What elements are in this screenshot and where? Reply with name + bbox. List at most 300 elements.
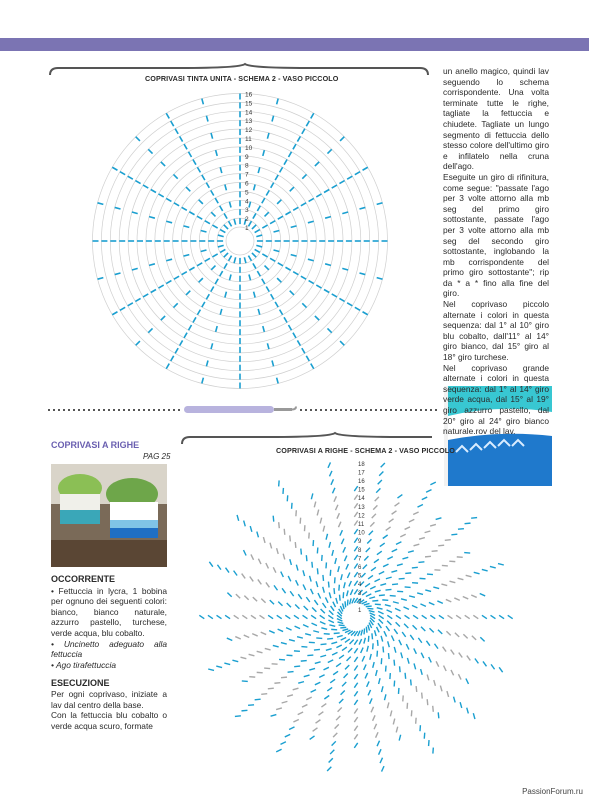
stitch-mark [458, 674, 461, 679]
stitch-mark [278, 216, 283, 219]
stitch-mark [293, 333, 296, 338]
stitch-mark [316, 720, 321, 723]
stitch-mark [354, 743, 357, 748]
stitch-mark [368, 575, 373, 578]
stitch-mark [323, 575, 324, 581]
stitch-mark [445, 540, 451, 541]
stitch-mark [342, 629, 348, 631]
stitch-mark [396, 615, 401, 618]
stitch-mark [280, 742, 285, 745]
stitch-mark [148, 328, 152, 332]
stitch-mark [421, 653, 424, 658]
stitch-mark [135, 181, 140, 184]
stitch-mark [448, 615, 453, 618]
stitch-mark [337, 513, 339, 518]
stitch-mark [220, 230, 225, 233]
stitch-mark [262, 279, 265, 284]
stitch-mark [348, 648, 352, 652]
stitch-mark [320, 655, 326, 657]
stitch-mark [371, 707, 373, 712]
round-label: 4 [358, 582, 362, 589]
stitch-mark [298, 682, 304, 684]
stitch-mark [429, 628, 433, 632]
stitch-mark [208, 669, 214, 670]
stitch-mark [175, 129, 178, 134]
stitch-mark [263, 150, 265, 156]
stitch-mark [392, 549, 397, 552]
stitch-mark [332, 294, 337, 297]
stitch-mark [376, 732, 378, 737]
stitch-mark [433, 587, 439, 588]
stitch-mark [224, 663, 230, 664]
stitch-mark [375, 590, 381, 592]
stitch-mark [342, 682, 346, 686]
stitch-mark [211, 212, 215, 216]
stitch-mark [419, 538, 425, 540]
esecuzione-paragraph: Per ogni coprivaso, iniziate a lav dal centro della base. [51, 688, 167, 710]
stitch-mark [342, 603, 344, 609]
stitch-mark [234, 219, 236, 225]
stitch-mark [282, 588, 285, 593]
stitch-mark [399, 735, 400, 741]
stitch-mark [277, 548, 279, 554]
stitch-mark [253, 597, 257, 601]
stitch-mark [366, 548, 370, 552]
stitch-mark [112, 312, 117, 315]
stitch-mark [379, 572, 384, 575]
stitch-mark [301, 549, 302, 555]
round-label: 3 [245, 207, 249, 215]
stitch-mark [297, 637, 303, 638]
stitch-mark [166, 221, 172, 223]
stitch-mark [262, 254, 267, 257]
stitch-mark [377, 608, 383, 609]
stitch-mark [440, 686, 442, 692]
stitch-mark [249, 654, 255, 655]
stitch-mark [471, 595, 476, 597]
stitch-mark [377, 203, 383, 205]
stitch-mark [402, 632, 405, 637]
stitch-mark [408, 551, 414, 553]
stitch-mark [303, 615, 308, 618]
stitch-mark [459, 653, 462, 658]
stitch-mark [354, 717, 357, 722]
stitch-mark [316, 194, 321, 197]
stitch-mark [340, 595, 341, 601]
stitch-mark [312, 623, 317, 625]
stitch-mark [206, 360, 208, 366]
chart2-title: COPRIVASI A RIGHE - SCHEMA 2 - VASO PICCOLO [276, 446, 455, 455]
stitch-mark [229, 202, 231, 208]
stitch-mark [446, 631, 450, 635]
stitch-mark [405, 527, 410, 530]
stitch-mark [296, 565, 298, 571]
stitch-mark [385, 589, 391, 590]
stitch-mark [467, 708, 469, 714]
stitch-mark [249, 202, 251, 208]
stitch-mark [480, 593, 485, 595]
stitch-mark [297, 136, 300, 141]
stitch-mark [418, 638, 421, 643]
stitch-mark [387, 702, 388, 708]
stitch-mark [441, 584, 447, 585]
stitch-mark [366, 606, 372, 607]
chart1-diagram [93, 92, 388, 389]
stitch-mark [302, 705, 307, 708]
stitch-mark [328, 615, 333, 618]
stitch-mark [197, 216, 202, 219]
stitch-mark [365, 673, 367, 678]
stitch-mark [202, 302, 205, 307]
stitch-mark [294, 615, 299, 618]
stitch-mark [227, 593, 231, 597]
stitch-mark [325, 597, 328, 602]
stitch-mark [421, 627, 425, 631]
round-label: 8 [245, 162, 249, 170]
stitch-mark [430, 615, 435, 618]
stitch-mark [426, 490, 431, 493]
stitch-mark [368, 690, 370, 695]
stitch-mark [166, 198, 171, 201]
stitch-mark [261, 632, 266, 634]
stitch-mark [112, 167, 117, 170]
stitch-mark [354, 657, 357, 662]
stitch-mark [366, 594, 371, 597]
stitch-mark [324, 190, 329, 193]
stitch-mark [450, 581, 456, 582]
stitch-mark [242, 574, 245, 579]
round-label: 14 [245, 109, 253, 117]
stitch-mark [339, 298, 344, 301]
stitch-mark [293, 207, 298, 210]
stitch-mark [374, 630, 376, 636]
stitch-mark [414, 663, 416, 669]
stitch-mark [385, 605, 391, 606]
stitch-mark [330, 750, 334, 754]
round-label: 3 [358, 590, 362, 597]
stitch-mark [310, 736, 315, 739]
stitch-mark [451, 670, 454, 675]
stitch-mark [281, 572, 284, 577]
stitch-mark [218, 245, 224, 247]
stitch-mark [322, 603, 325, 608]
stitch-mark [350, 589, 352, 594]
stitch-mark [266, 582, 269, 587]
stitch-mark [498, 564, 504, 565]
stitch-mark [429, 602, 434, 604]
stitch-mark [341, 638, 346, 641]
stitch-mark [206, 183, 209, 188]
stitch-mark [391, 635, 394, 640]
stitch-mark [216, 666, 222, 667]
stitch-mark [98, 203, 104, 205]
stitch-mark [173, 174, 177, 178]
stitch-mark [314, 502, 315, 508]
stitch-mark [202, 175, 205, 180]
stitch-mark [422, 693, 423, 699]
stitch-mark [363, 312, 368, 315]
right-text-column [443, 66, 549, 437]
stitch-mark [285, 734, 290, 737]
stitch-mark [325, 264, 331, 266]
stitch-mark [325, 217, 331, 219]
stitch-mark [379, 619, 383, 623]
stitch-mark [350, 640, 354, 644]
stitch-mark [275, 175, 278, 180]
round-label: 1 [245, 225, 249, 232]
stitch-mark [483, 661, 486, 666]
stitch-mark [401, 652, 403, 658]
stitch-mark [305, 634, 311, 635]
stitch-mark [244, 521, 246, 527]
stitch-mark [275, 302, 278, 307]
stitch-mark [465, 615, 470, 618]
stitch-mark [166, 113, 169, 118]
round-label: 9 [358, 539, 362, 546]
stitch-mark [174, 276, 179, 279]
stitch-mark [288, 576, 291, 581]
stitch-mark [426, 641, 429, 646]
stitch-mark [409, 519, 414, 522]
stitch-mark [293, 144, 296, 149]
stitch-mark [217, 565, 220, 570]
stitch-mark [224, 263, 227, 268]
round-label: 18 [358, 461, 365, 468]
stitch-mark [234, 257, 236, 263]
stitch-mark [278, 263, 283, 266]
stitch-mark [277, 200, 281, 204]
stitch-mark [394, 660, 395, 666]
round-label: 6 [358, 565, 362, 571]
stitch-mark [257, 206, 260, 211]
stitch-mark [266, 563, 269, 568]
stitch-mark [321, 704, 326, 707]
stitch-mark [388, 641, 390, 647]
stitch-mark [225, 615, 230, 618]
stitch-mark [414, 544, 420, 546]
round-label: 17 [358, 470, 365, 477]
round-label: 8 [358, 547, 362, 554]
stitch-mark [383, 646, 384, 652]
stitch-mark [284, 317, 287, 322]
stitch-mark [220, 167, 222, 173]
stitch-mark [390, 711, 391, 717]
stitch-mark [474, 572, 480, 573]
stitch-mark [286, 628, 291, 630]
stitch-mark [389, 519, 394, 522]
stitch-mark [376, 488, 380, 492]
stitch-mark [370, 522, 374, 526]
stitch-mark [338, 566, 339, 572]
stitch-mark [331, 642, 337, 644]
stitch-mark [364, 638, 365, 644]
stitch-mark [321, 628, 327, 629]
stitch-mark [395, 503, 400, 506]
stitch-mark [311, 493, 312, 499]
stitch-mark [274, 230, 280, 232]
stitch-mark [215, 279, 218, 284]
round-label: 15 [245, 100, 253, 108]
stitch-mark [359, 273, 365, 275]
stitch-mark [346, 564, 348, 569]
stitch-mark [220, 271, 223, 276]
stitch-mark [473, 615, 478, 618]
stitch-mark [182, 207, 187, 210]
stitch-mark [257, 532, 259, 538]
stitch-mark [337, 635, 343, 637]
stitch-mark [376, 670, 377, 676]
stitch-mark [311, 690, 316, 693]
stitch-mark [499, 667, 502, 672]
stitch-mark [301, 276, 306, 279]
watermark: PassionForum.ru [522, 787, 583, 796]
stitch-mark [329, 625, 335, 626]
stitch-mark [199, 200, 203, 204]
stitch-mark [430, 482, 435, 485]
stitch-mark [269, 631, 274, 633]
stitch-mark [321, 609, 325, 613]
stitch-mark [460, 702, 462, 708]
stitch-mark [438, 630, 442, 634]
stitch-mark [216, 326, 218, 332]
stitch-mark [345, 601, 346, 607]
stitch-mark [413, 615, 418, 618]
stitch-mark [332, 488, 334, 493]
stitch-mark [258, 309, 260, 315]
stitch-mark [276, 749, 281, 752]
stitch-mark [306, 555, 307, 561]
stitch-mark [306, 121, 309, 126]
stitch-mark [334, 633, 340, 634]
stitch-mark [331, 606, 334, 611]
stitch-mark [304, 675, 310, 677]
stitch-mark [425, 590, 431, 591]
stitch-mark [372, 514, 376, 518]
stitch-mark [281, 643, 287, 644]
stitch-mark [244, 635, 249, 637]
stitch-mark [338, 522, 340, 527]
stitch-mark [386, 527, 391, 530]
stitch-mark [161, 162, 165, 166]
stitch-mark [355, 172, 360, 175]
stitch-mark [349, 581, 351, 586]
stitch-mark [433, 706, 434, 712]
stitch-mark [217, 615, 222, 618]
stitch-mark [208, 615, 213, 618]
stitch-mark [273, 516, 274, 522]
stitch-mark [413, 512, 418, 515]
stitch-mark [211, 190, 214, 195]
stitch-mark [334, 496, 336, 501]
stitch-mark [268, 615, 273, 618]
materials-item: • Uncinetto adeguato alla fettuccia [51, 638, 167, 660]
stitch-mark [265, 648, 271, 649]
stitch-mark [266, 286, 269, 291]
round-label: 11 [358, 522, 365, 528]
stitch-mark [180, 340, 183, 345]
stitch-mark [226, 568, 229, 573]
stitch-mark [413, 625, 417, 629]
stitch-mark [174, 203, 179, 206]
stitch-mark [367, 681, 369, 686]
stitch-mark [427, 675, 429, 681]
stitch-mark [235, 637, 240, 639]
stitch-mark [373, 715, 375, 720]
stitch-mark [235, 716, 241, 717]
stitch-mark [340, 137, 344, 141]
stitch-mark [323, 587, 325, 593]
stitch-mark [303, 570, 305, 576]
stitch-mark [336, 663, 341, 666]
stitch-mark [370, 586, 375, 589]
stitch-mark [298, 594, 301, 599]
stitch-mark [432, 551, 438, 552]
stitch-mark [270, 543, 272, 549]
crochet-hook-icon [184, 406, 296, 413]
stitch-mark [309, 198, 314, 201]
stitch-mark [387, 615, 392, 618]
stitch-mark [320, 615, 325, 618]
stitch-mark [132, 212, 138, 214]
stitch-mark [405, 673, 406, 679]
stitch-mark [323, 667, 328, 670]
stitch-mark [326, 534, 327, 540]
stitch-mark [447, 691, 449, 697]
stitch-mark [422, 497, 427, 500]
stitch-mark [373, 662, 374, 668]
stitch-mark [186, 187, 190, 191]
stitch-mark [364, 556, 368, 560]
esecuzione-paragraph: Con la fettuccia blu cobalto o verde acqua scuro, formate [51, 710, 167, 731]
stitch-mark [302, 129, 305, 134]
stitch-mark [202, 99, 204, 105]
stitch-mark [409, 596, 415, 597]
stitch-mark [381, 463, 385, 467]
stitch-mark [319, 675, 324, 678]
stitch-mark [262, 198, 265, 203]
stitch-mark [347, 303, 352, 306]
stitch-mark [382, 686, 383, 692]
page-reference: PAG 25 [143, 452, 171, 461]
stitch-mark [244, 550, 247, 555]
stitch-mark [410, 635, 413, 640]
stitch-mark [258, 167, 260, 173]
stitch-mark [132, 268, 138, 270]
stitch-mark [290, 559, 292, 565]
round-label: 2 [358, 599, 362, 606]
stitch-mark [339, 655, 344, 658]
stitch-mark [347, 590, 348, 596]
round-label: 1 [358, 608, 362, 614]
stitch-mark [253, 263, 256, 268]
stitch-mark [379, 615, 384, 618]
stitch-mark [392, 511, 397, 514]
round-label: 6 [245, 180, 249, 188]
stitch-mark [465, 523, 471, 524]
stitch-mark [332, 652, 337, 655]
stitch-mark [128, 303, 133, 306]
stitch-mark [437, 601, 442, 603]
stitch-mark [323, 526, 324, 532]
stitch-mark [291, 255, 297, 257]
stitch-mark [186, 291, 190, 295]
stitch-mark [189, 212, 194, 215]
stitch-mark [287, 695, 293, 697]
stitch-mark [397, 564, 403, 566]
stitch-mark [396, 542, 401, 545]
round-label: 16 [245, 91, 253, 99]
stitch-mark [416, 686, 417, 692]
